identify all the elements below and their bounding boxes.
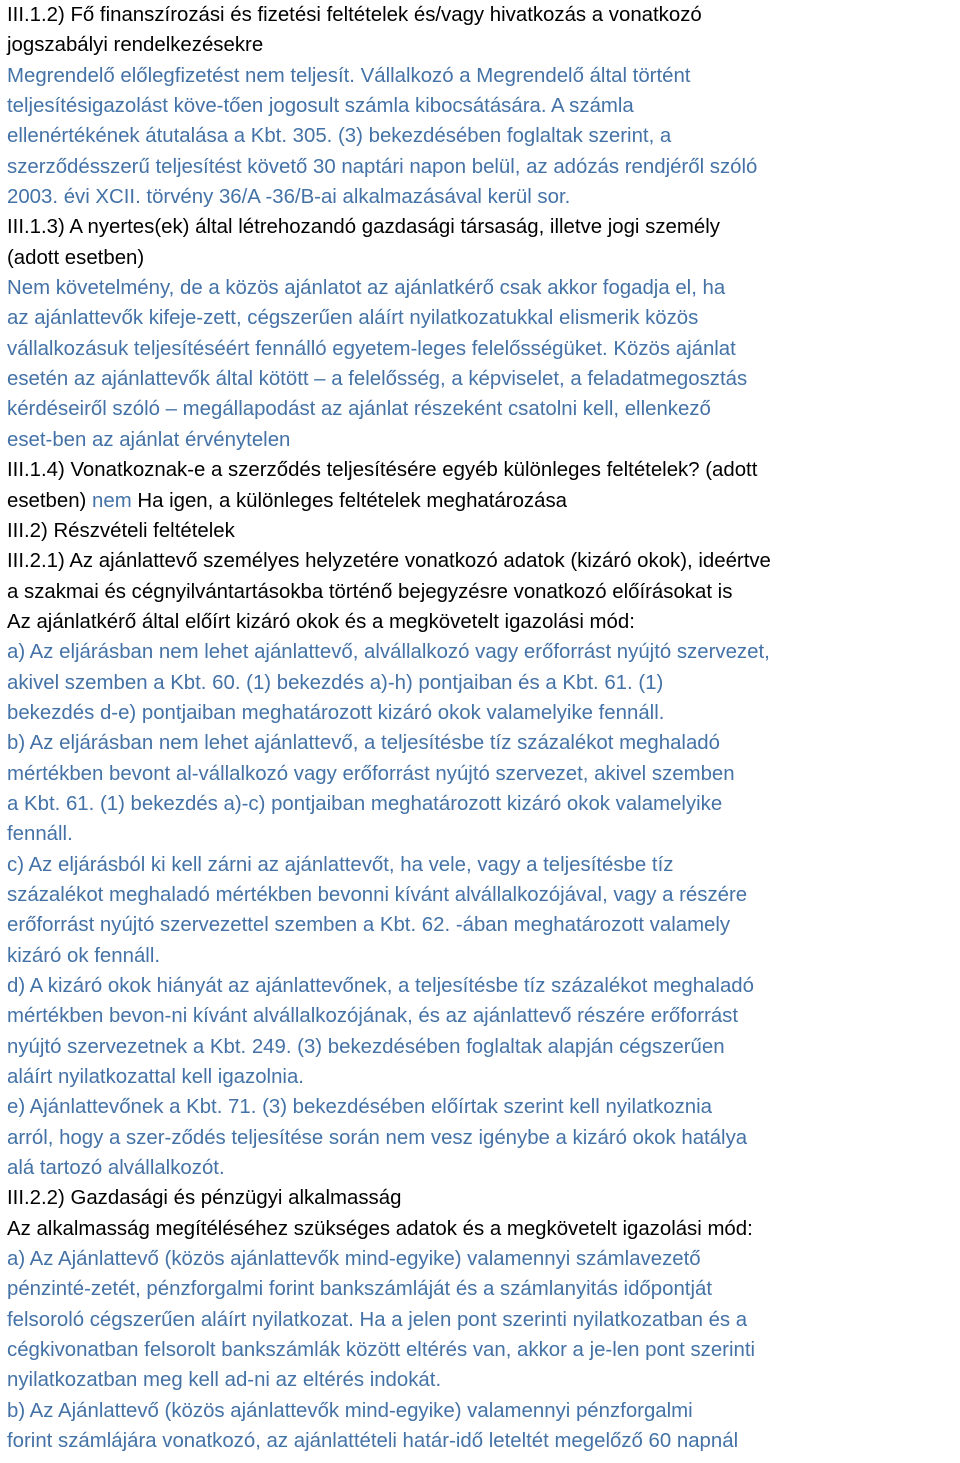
text-span: aláírt nyilatkozattal kell igazolnia. (7, 1066, 304, 1089)
text-span: mértékben bevon-ni kívánt alvállalkozójának, és az ajánlattevő részére erőforrást (7, 1005, 739, 1028)
text-span: (3) bekezdésében foglaltak szerint, a (338, 125, 672, 148)
text-span: fennáll. (7, 823, 73, 846)
text-line (7, 61, 957, 91)
text-line (7, 1214, 957, 1244)
text-line (7, 91, 957, 121)
text-span: III.2.2) Gazdasági és pénzügyi alkalmasság (7, 1187, 402, 1210)
text-line (7, 0, 957, 30)
text-line (7, 121, 957, 151)
text-line (7, 486, 957, 516)
text-line (7, 516, 957, 546)
text-span: kérdéseiről szóló – megállapodást az ajánlat részeként csatolni kell, ellenkező (7, 398, 711, 421)
text-line (7, 425, 957, 455)
text-span: arról, hogy a szer-ződés teljesítése során nem vesz igénybe a kizáró okok hatálya (7, 1126, 748, 1149)
text-span: III.2.1) Az ajánlattevő személyes helyzetére vonatkozó adatok (kizáró okok), ideértve (7, 550, 771, 573)
text-line (7, 971, 957, 1001)
text-span: bekezdés d-e) pontjaiban meghatározott kizáró okok valamelyike fennáll. (7, 701, 665, 724)
text-line (7, 1305, 957, 1335)
text-line (7, 819, 957, 849)
text-span: Az alkalmasság megítéléséhez szükséges adatok és a megkövetelt igazolási mód: (7, 1217, 753, 1240)
text-span: III.1.2) Fő finanszírozási és fizetési feltételek és/vagy hivatkozás a vonatkozó (7, 4, 702, 26)
text-line (7, 182, 957, 212)
text-span: százalékot meghaladó mértékben bevonni kívánt alvállalkozójával, vagy a részére (7, 883, 748, 906)
text-span: (1) bekezdés a)-c) pontjaiban meghatározott kizáró okok valamelyike (99, 792, 723, 815)
text-span: a) Az Ajánlattevő (közös ajánlattevők mind-egyike) valamennyi számlavezető (7, 1248, 701, 1271)
text-line (7, 880, 957, 910)
text-line (7, 30, 957, 60)
text-span: jogszabályi rendelkezésekre (7, 34, 264, 57)
text-span: kizáró ok fennáll. (7, 944, 161, 967)
text-span: III.2) Részvételi feltételek (7, 519, 235, 542)
text-span: (1) (638, 671, 664, 694)
text-span: vállalkozásuk teljesítéséért fennálló egyetem-leges felelősségüket. Közös ajánlat (7, 337, 736, 360)
text-span: szerződésszerű teljesítést követő 30 naptári napon belül, az adózás rendjéről szóló (7, 155, 758, 178)
text-line (7, 910, 957, 940)
text-span: -ában meghatározott valamely (455, 914, 731, 937)
text-span: Megrendelő előlegfizetést nem teljesít. Vállalkozó a Megrendelő által történt (7, 64, 691, 87)
text-span: nem (92, 489, 132, 512)
text-span: (1) bekezdés a)-h) pontjaiban és a Kbt. 61. (246, 671, 639, 694)
text-span: ellenértékének átutalása a Kbt. 305. (7, 125, 339, 148)
text-line (7, 1062, 957, 1092)
text-line (7, 273, 957, 303)
text-span: 2003. évi XCII. törvény 36/A (7, 186, 266, 209)
text-line (7, 698, 957, 728)
text-span: esetben) (7, 489, 93, 512)
text-line (7, 152, 957, 182)
text-line (7, 1274, 957, 1304)
document-page (7, 0, 957, 1457)
text-span: b) Az Ajánlattevő (közös ajánlattevők mind-egyike) valamennyi pénzforgalmi (7, 1399, 693, 1422)
text-line (7, 607, 957, 637)
text-span: e) Ajánlattevőnek a Kbt. 71. (7, 1096, 263, 1119)
text-span: felsoroló cégszerűen aláírt nyilatkozat. Ha a jelen pont szerinti nyilatkozatban és a (7, 1308, 748, 1331)
text-line (7, 1426, 957, 1456)
text-span: (3) bekezdésében foglaltak alapján cégszerűen (297, 1035, 725, 1058)
text-span: (adott esetben) (7, 246, 145, 269)
text-line (7, 243, 957, 273)
text-line (7, 1365, 957, 1395)
text-span: mértékben bevont al-vállalkozó vagy erőforrást nyújtó szervezet, akivel szemben (7, 762, 735, 785)
text-span: nyújtó szervezetnek a Kbt. 249. (7, 1035, 298, 1058)
text-line (7, 759, 957, 789)
text-span: Az ajánlatkérő által előírt kizáró okok és a megkövetelt igazolási mód: (7, 610, 635, 633)
text-line (7, 1396, 957, 1426)
text-span: Ha igen, a különleges feltételek meghatározása (131, 489, 567, 512)
text-span: forint számlájára vonatkozó, az ajánlattételi határ-idő leteltét megelőző 60 napnál (7, 1430, 739, 1453)
text-span: teljesítésigazolást köve-tően jogosult számla kibocsátására. A számla (7, 95, 634, 118)
text-span: eset-ben az ajánlat érvénytelen (7, 428, 291, 451)
text-span: a szakmai és cégnyilvántartásokba történő bejegyzésre vonatkozó előírásokat is (7, 580, 733, 603)
text-span: III.1.3) A nyertes(ek) által létrehozandó gazdasági társaság, illetve jogi személy (7, 216, 720, 239)
text-span: akivel szemben a Kbt. 60. (7, 671, 247, 694)
text-span: esetén az ajánlattevők által kötött – a felelősség, a képviselet, a feladatmegosztás (7, 368, 748, 391)
text-line (7, 455, 957, 485)
text-span: III.1.4) Vonatkoznak-e a szerződés teljesítésére egyéb különleges feltételek? (adott (7, 459, 758, 482)
text-line (7, 1092, 957, 1122)
text-span: b) Az eljárásban nem lehet ajánlattevő, a teljesítésbe tíz százalékot meghaladó (7, 732, 720, 755)
text-span: nyilatkozatban meg kell ad-ni az eltérés indokát. (7, 1369, 442, 1392)
text-line (7, 1032, 957, 1062)
text-line (7, 1123, 957, 1153)
text-line (7, 1244, 957, 1274)
text-span: alá tartozó alvállalkozót. (7, 1157, 225, 1180)
text-line (7, 546, 957, 576)
text-span: (3) bekezdésében előírtak szerint kell nyilatkoznia (262, 1096, 713, 1119)
text-line (7, 1183, 957, 1213)
text-line (7, 1001, 957, 1031)
text-line (7, 850, 957, 880)
text-line (7, 303, 957, 333)
text-span: pénzinté-zetét, pénzforgalmi forint bankszámláját és a számlanyitás időpontját (7, 1278, 712, 1301)
text-line (7, 394, 957, 424)
text-line (7, 364, 957, 394)
text-line (7, 789, 957, 819)
text-span: -36/B-ai alkalmazásával kerül sor. (265, 186, 571, 209)
text-line (7, 334, 957, 364)
text-line (7, 941, 957, 971)
text-line (7, 577, 957, 607)
text-line (7, 212, 957, 242)
text-line (7, 1335, 957, 1365)
text-span: a) Az eljárásban nem lehet ajánlattevő, alvállalkozó vagy erőforrást nyújtó szervezet, (7, 641, 770, 664)
text-span: erőforrást nyújtó szervezettel szemben a Kbt. 62. (7, 914, 456, 937)
text-span: cégkivonatban felsorolt bankszámlák között eltérés van, akkor a je-len pont szerinti (7, 1339, 756, 1362)
text-line (7, 637, 957, 667)
text-line (7, 668, 957, 698)
text-span: Nem követelmény, de a közös ajánlatot az ajánlatkérő csak akkor fogadja el, ha (7, 277, 726, 300)
text-span: az ajánlattevők kifeje-zett, cégszerűen aláírt nyilatkozatukkal elismerik közös (7, 307, 699, 330)
text-span: c) Az eljárásból ki kell zárni az ajánlattevőt, ha vele, vagy a teljesítésbe tíz (7, 853, 674, 876)
text-span: a Kbt. 61. (7, 792, 100, 815)
text-line (7, 728, 957, 758)
text-span: d) A kizáró okok hiányát az ajánlattevőnek, a teljesítésbe tíz százalékot meghaladó (7, 975, 754, 997)
text-line (7, 1153, 957, 1183)
